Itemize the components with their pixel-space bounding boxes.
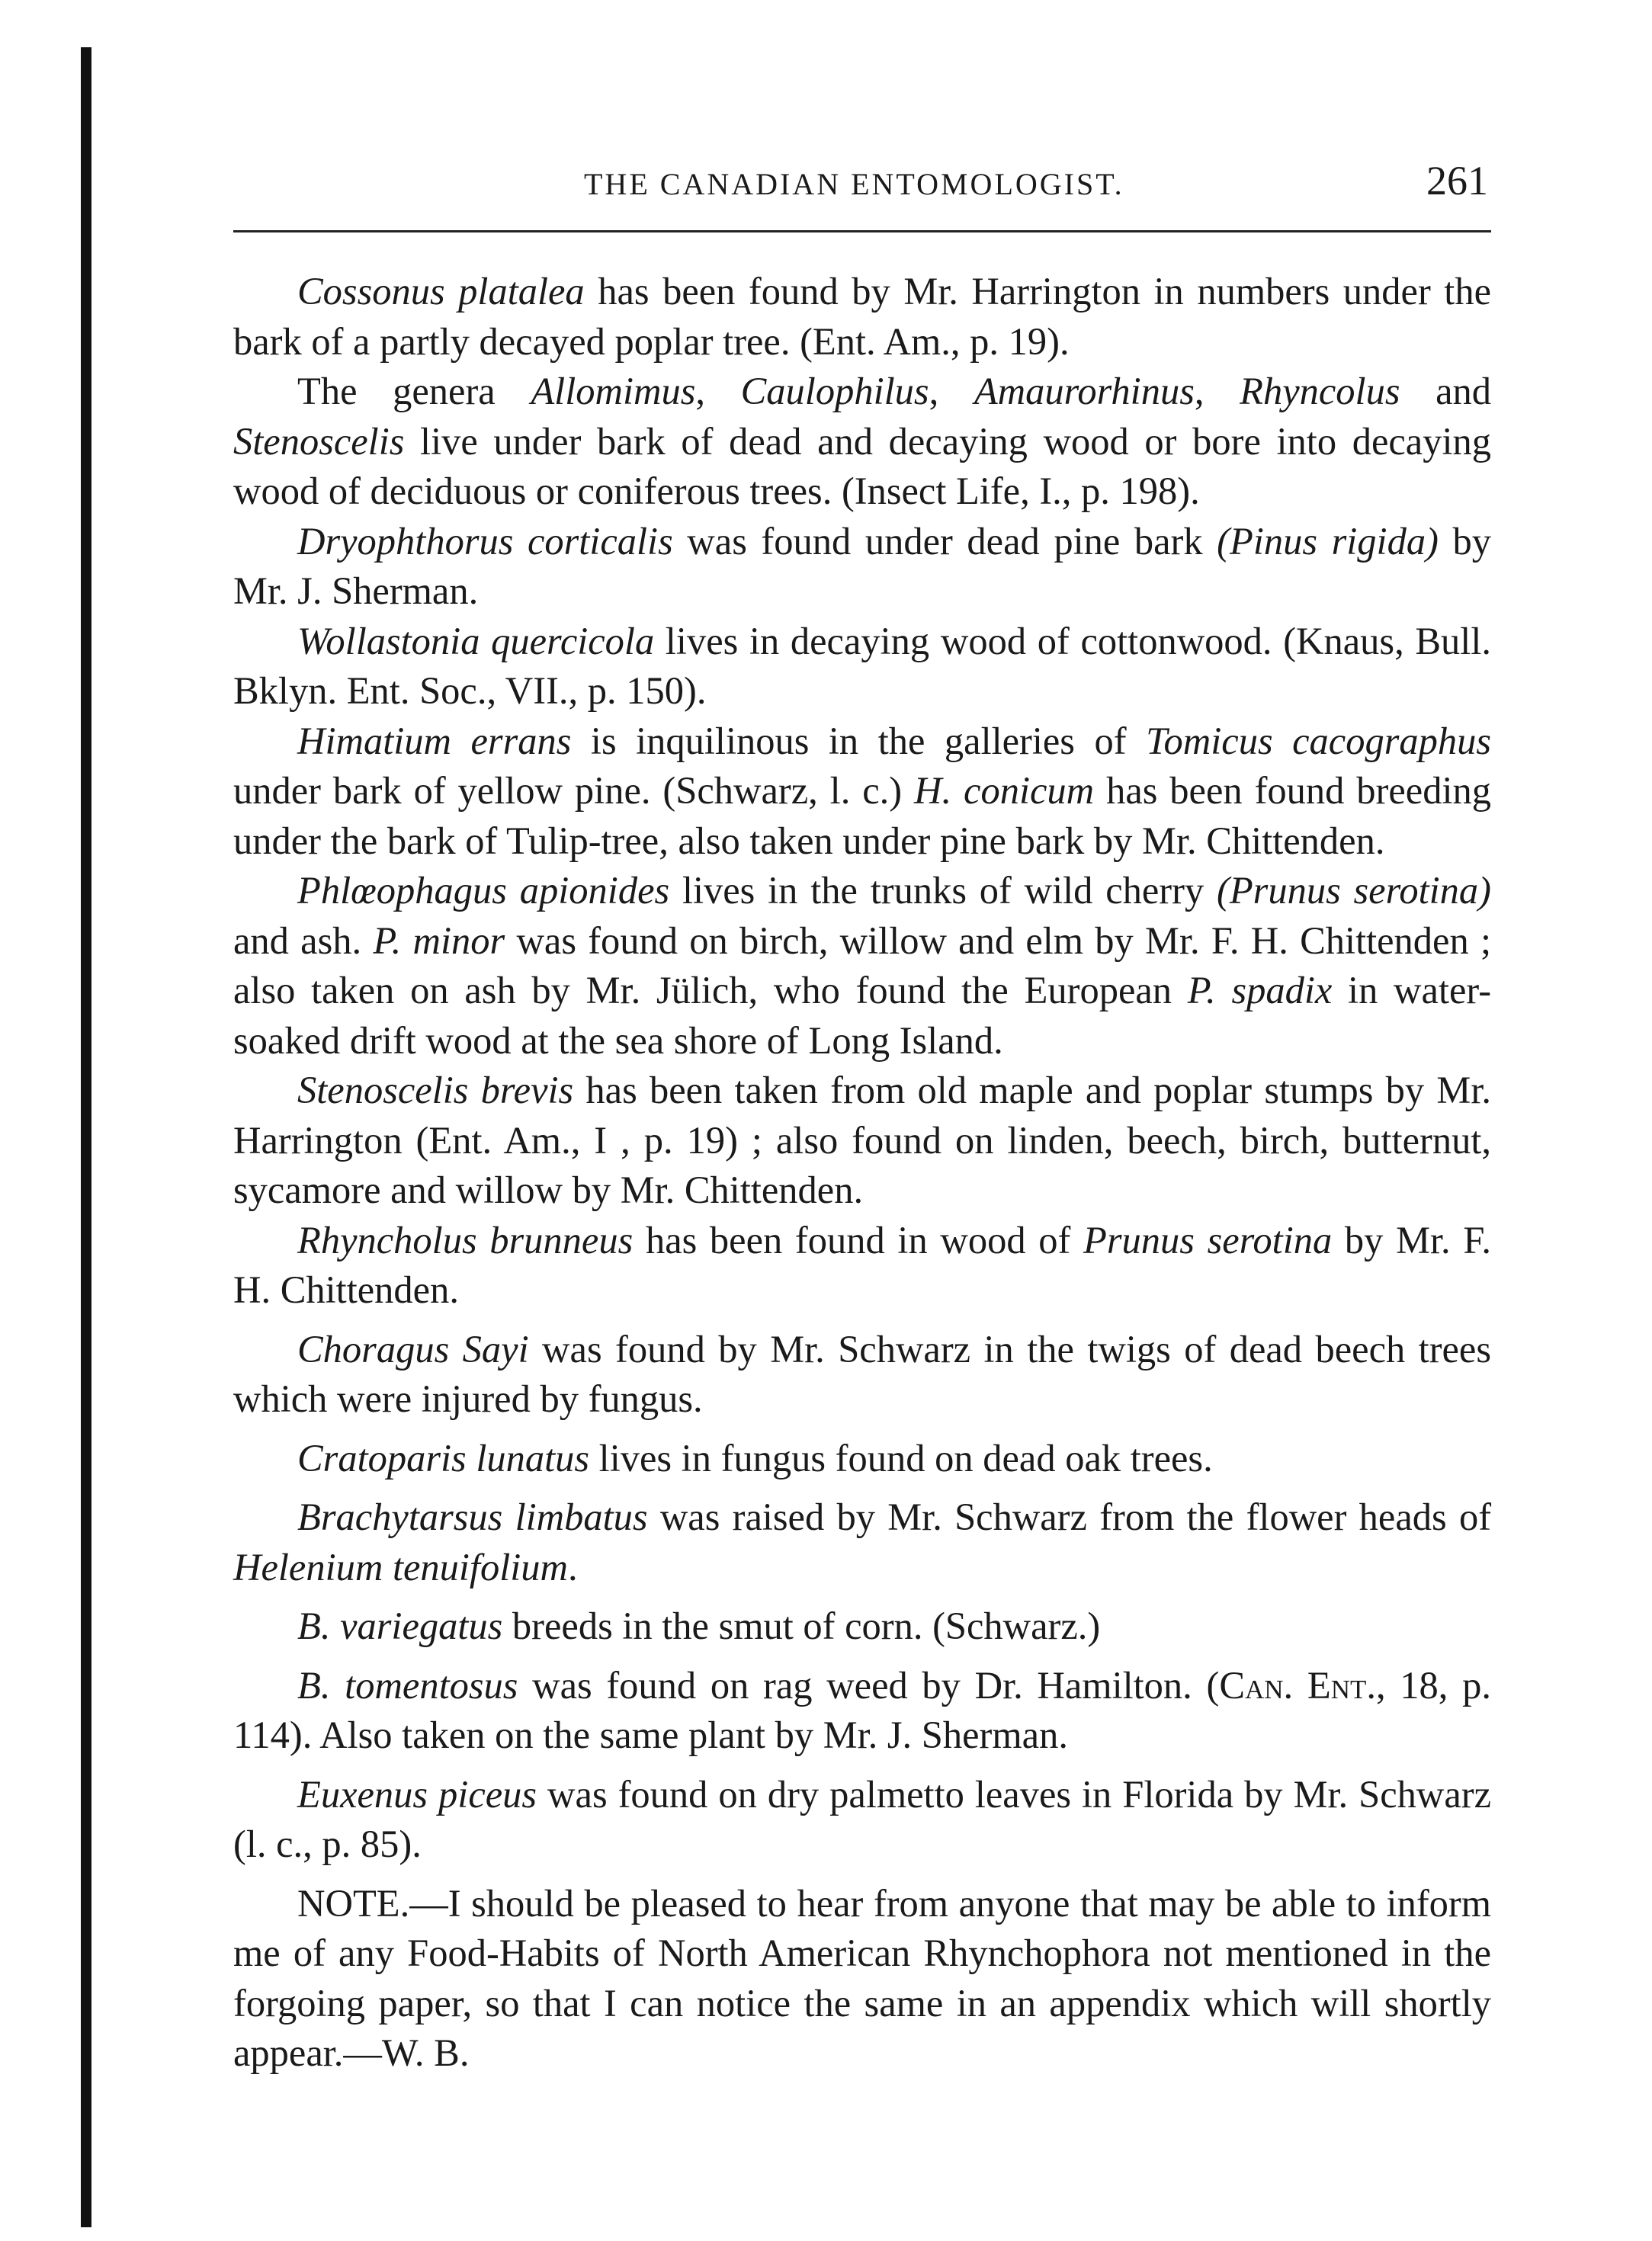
paragraph-phloeophagus: Phlœophagus apionides lives in the trunks of wild cherry (Prunus serotina) and ash. P. minor was found on birch, willow and elm by Mr. F. H. Chittenden ; also taken on ash by Mr. Jülich, who found the European P. spadix in water-soaked drift wood at the sea shore of Long Island. (233, 869, 1492, 1062)
species-name: (Pinus rigida) (1217, 519, 1439, 563)
paragraph-brachytarsus: Brachytarsus limbatus was raised by Mr. Schwarz from the flower heads of Helenium tenuifolium. (233, 1496, 1492, 1589)
species-name: Tomicus cacographus (1146, 719, 1491, 762)
species-name: Choragus Sayi (297, 1327, 529, 1371)
species-name: B. tomentosus (297, 1663, 518, 1707)
paragraph-himatium: Himatium errans is inquilinous in the galleries of Tomicus cacographus under bark of yellow pine. (Schwarz, l. c.) H. conicum has been found breeding under the bark of Tulip-tree, also taken under pine bark by Mr. Chittenden. (233, 719, 1491, 862)
genus-name: Allomimus (531, 370, 696, 412)
page-number: 261 (1426, 158, 1488, 204)
species-name: Stenoscelis brevis (297, 1069, 574, 1111)
species-name: Euxenus piceus (297, 1772, 537, 1816)
header-rule (233, 230, 1491, 232)
species-name: Helenium tenuifolium (233, 1545, 568, 1589)
paragraph-euxenus: Euxenus piceus was found on dry palmetto leaves in Florida by Mr. Schwarz (l. c., p. 85). (233, 1772, 1491, 1865)
species-name: Phlœophagus apionides (297, 869, 670, 912)
paragraph-wollastonia: Wollastonia quercicola lives in decaying wood of cottonwood. (Knaus, Bull. Bklyn. Ent. Soc., VII., p. 150). (233, 619, 1491, 712)
species-name: (Prunus serotina) (1217, 869, 1491, 912)
paragraph-genera: The genera Allomimus, Caulophilus, Amaurorhinus, Rhyncolus and Stenoscelis live under bark of dead and decaying wood or bore into decaying wood of deciduous or coniferous trees. (Insect Life, I., p. 198). (233, 370, 1492, 512)
paragraph-cratoparis: Cratoparis lunatus lives in fungus found on dead oak trees. (297, 1436, 1213, 1480)
species-name: Brachytarsus limbatus (297, 1496, 648, 1538)
species-name: Prunus serotina (1083, 1218, 1333, 1262)
species-name: Cossonus platalea (297, 270, 585, 313)
journal-title: THE CANADIAN ENTOMOLOGIST. (584, 167, 1124, 201)
species-name: B. variegatus (297, 1605, 503, 1647)
genus-name: Amaurorhinus (974, 370, 1195, 412)
paragraph-cossonus: Cossonus platalea has been found by Mr. Harrington in numbers under the bark of a partly decayed poplar tree. (Ent. Am., p. 19). (233, 270, 1491, 363)
binding-edge (81, 47, 91, 2227)
genus-name: Rhyncolus (1240, 370, 1400, 412)
species-name: Cratoparis lunatus (297, 1436, 590, 1480)
paragraph-choragus: Choragus Sayi was found by Mr. Schwarz in the twigs of dead beech trees which were injured by fungus. (233, 1327, 1491, 1420)
paragraph-dryophthorus: Dryophthorus corticalis was found under dead pine bark (Pinus rigida) by Mr. J. Sherman. (233, 519, 1491, 612)
species-name: P. minor (373, 919, 505, 962)
running-header (233, 159, 1491, 212)
genus-name: Stenoscelis (233, 419, 405, 463)
species-name: Himatium errans (297, 719, 572, 762)
species-name: Rhyncholus brunneus (297, 1218, 634, 1262)
species-name: H. conicum (914, 769, 1095, 812)
paragraph-rhyncholus: Rhyncholus brunneus has been found in wood of Prunus serotina by Mr. F. H. Chittenden. (233, 1218, 1491, 1311)
paragraph-b-tomentosus: B. tomentosus was found on rag weed by Dr. Hamilton. (Can. Ent., 18, p. 114). Also taken on the same plant by Mr. J. Sherman. (233, 1663, 1491, 1756)
paragraph-stenoscelis: Stenoscelis brevis has been taken from old maple and poplar stumps by Mr. Harrington (Ent. Am., I , p. 19) ; also found on linden, beech, birch, butternut, sycamore and willow by Mr. Chittenden. (233, 1069, 1491, 1211)
paragraph-b-variegatus: B. variegatus breeds in the smut of corn. (Schwarz.) (297, 1605, 1101, 1647)
species-name: Dryophthorus corticalis (297, 519, 673, 563)
paragraph-note: NOTE.—I should be pleased to hear from anyone that may be able to inform me of any Food-Habits of North American Rhynchophora not mentioned in the forgoing paper, so that I can notice the same in an appendix which will shortly appear.—W. B. (233, 1881, 1491, 2074)
genus-name: Caulophilus (740, 370, 929, 412)
article-body (233, 267, 1491, 2079)
species-name: P. spadix (1187, 969, 1333, 1011)
species-name: Wollastonia quercicola (297, 619, 655, 662)
journal-abbrev: Can. Ent. (1219, 1663, 1376, 1707)
